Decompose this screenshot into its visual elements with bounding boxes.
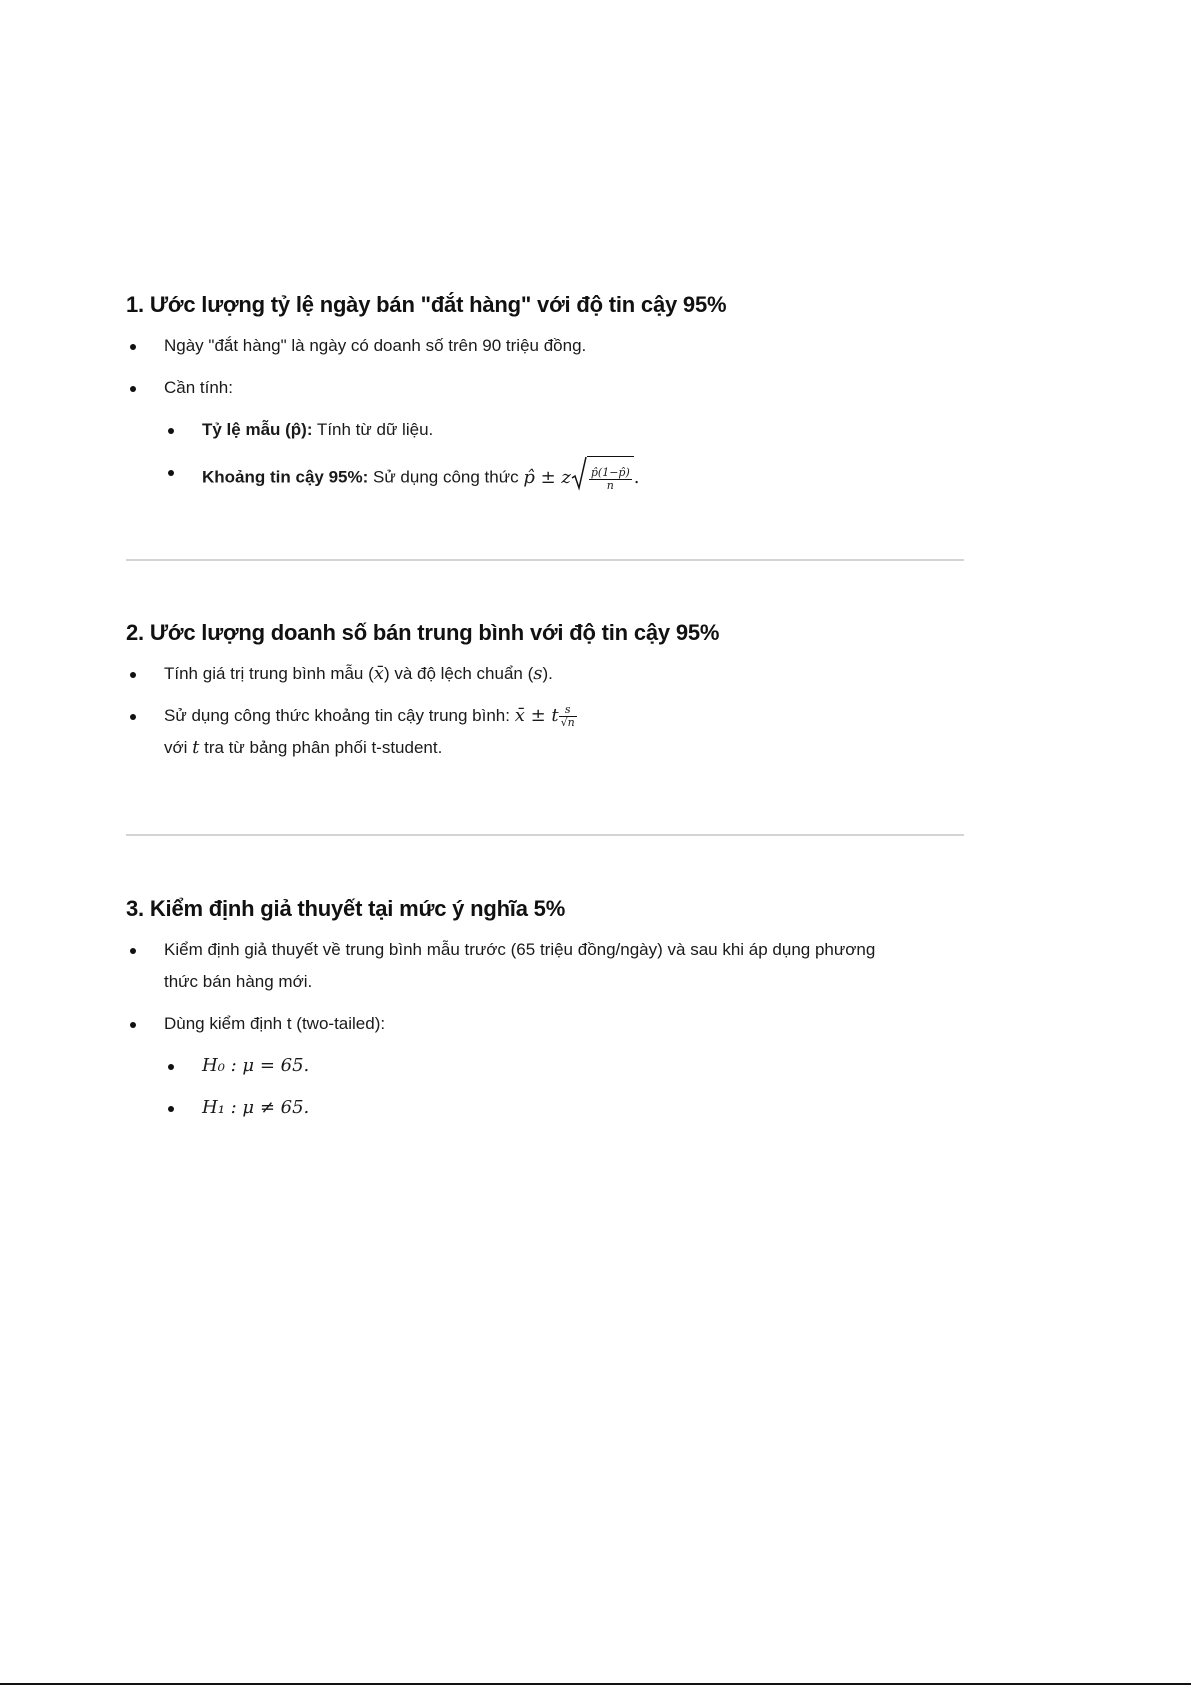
list-item: Khoảng tin cậy 95%: Sử dụng công thức p̂ ± z $\frac{p̂(1-p̂)}{n}$ . (126, 456, 964, 499)
list-item (126, 1050, 964, 1082)
formula-mean-ci: x̄ ± t $\frac{s}{√n}$ (514, 702, 575, 729)
list-item-continuation: với t tra từ bảng phân phối t-student. (164, 737, 443, 758)
term-label: Khoảng tin cậy 95%: (202, 467, 369, 487)
list-item: Ngày "đắt hàng" là ngày có doanh số trên 90 triệu đồng. (126, 330, 964, 362)
section-2 (126, 620, 964, 764)
section-3-title: 3. Kiểm định giả thuyết tại mức ý nghĩa 5% (126, 896, 566, 921)
sqrt-symbol: $\frac{p̂(1-p̂)}{n}$ (571, 456, 634, 499)
formula-proportion-ci: p̂ ± z $\frac{p̂(1-p̂)}{n}$ . (523, 467, 639, 488)
section-1 (126, 292, 964, 499)
list-item: Tính giá trị trung bình mẫu (x̄) và độ lệch chuẩn (s). (126, 658, 964, 690)
section-1-list (126, 330, 964, 499)
hypothesis-null: H₀ : μ = 65. (202, 1055, 310, 1076)
section-2-list (126, 658, 964, 732)
section-divider (126, 559, 964, 561)
list-item: Dùng kiểm định t (two-tailed): (126, 1008, 964, 1040)
list-item (126, 1092, 964, 1124)
list-item: Sử dụng công thức khoảng tin cậy trung bình: x̄ ± t $\frac{s}{√n}$ (126, 700, 964, 732)
section-3 (126, 896, 964, 1124)
list-item: Kiểm định giả thuyết về trung bình mẫu trước (65 triệu đồng/ngày) và sau khi áp dụng phương thức bán hàng mới. (126, 934, 964, 998)
term-label: Tỷ lệ mẫu (p̂): (202, 420, 313, 439)
list-item: Cần tính: (126, 372, 964, 404)
section-3-list (126, 934, 964, 1124)
section-1-title: 1. Ước lượng tỷ lệ ngày bán "đắt hàng" với độ tin cậy 95% (126, 292, 727, 317)
list-item: Tỷ lệ mẫu (p̂): Tính từ dữ liệu. (126, 414, 964, 446)
section-2-title: 2. Ước lượng doanh số bán trung bình với độ tin cậy 95% (126, 620, 720, 645)
section-divider (126, 834, 964, 836)
hypothesis-alternative: H₁ : μ ≠ 65. (202, 1097, 310, 1118)
